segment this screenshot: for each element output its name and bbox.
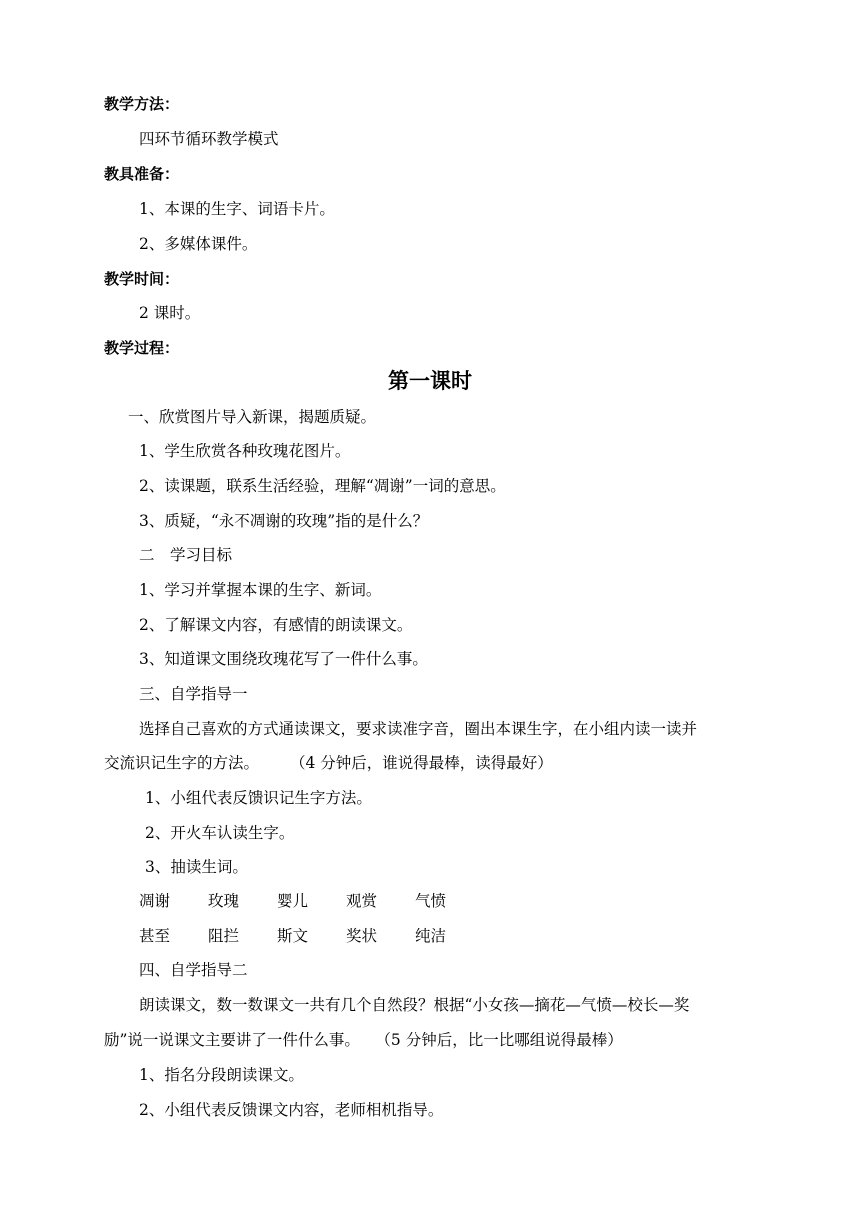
list-item: 3、知道课文围绕玫瑰花写了一件什么事。 — [139, 650, 428, 668]
paragraph-line: 交流识记生字的方法。 （4 分钟后，谁说得最棒，读得最好） — [104, 754, 553, 772]
time-text: 2 课时。 — [139, 304, 201, 322]
paragraph-line: 励”说一说课文主要讲了一件什么事。 （5 分钟后，比一比哪组说得最棒） — [104, 1031, 623, 1049]
paragraph-line: 选择自己喜欢的方式通读课文，要求读准字音，圈出本课生字，在小组内读一读并 — [139, 720, 698, 738]
tools-item: 2、多媒体课件。 — [139, 235, 258, 253]
vocab-word: 玫瑰 — [208, 892, 240, 910]
vocab-row — [139, 926, 484, 946]
vocab-row — [139, 891, 484, 911]
vocab-word: 阻拦 — [208, 927, 240, 945]
vocab-word: 气愤 — [415, 892, 447, 910]
list-item: 1、小组代表反馈识记生字方法。 — [145, 789, 372, 807]
vocab-word: 奖状 — [346, 927, 378, 945]
lesson-title: 第一课时 — [388, 369, 472, 393]
section-title: 二 学习目标 — [139, 546, 233, 564]
list-item: 1、学习并掌握本课的生字、新词。 — [139, 581, 382, 599]
method-text: 四环节循环教学模式 — [139, 130, 279, 148]
list-item: 3、质疑，“永不凋谢的玫瑰”指的是什么？ — [139, 512, 429, 530]
list-item: 2、小组代表反馈课文内容，老师相机指导。 — [139, 1101, 444, 1119]
list-item: 1、学生欣赏各种玫瑰花图片。 — [139, 442, 351, 460]
section-title: 一、欣赏图片导入新课，揭题质疑。 — [128, 408, 377, 426]
paragraph-line: 朗读课文，数一数课文一共有几个自然段？根据“小女孩—摘花—气愤—校长—奖 — [139, 996, 690, 1014]
process-heading: 教学过程： — [104, 339, 180, 357]
vocab-word: 斯文 — [277, 927, 309, 945]
list-item: 2、了解课文内容，有感情的朗读课文。 — [139, 616, 413, 634]
tools-item: 1、本课的生字、词语卡片。 — [139, 200, 335, 218]
method-heading: 教学方法： — [104, 95, 180, 113]
vocab-word: 观赏 — [346, 892, 378, 910]
vocab-word: 甚至 — [139, 927, 171, 945]
section-title: 四、自学指导二 — [139, 961, 248, 979]
list-item: 2、读课题，联系生活经验，理解“凋谢”一词的意思。 — [139, 477, 506, 495]
time-heading: 教学时间： — [104, 270, 180, 288]
list-item: 3、抽读生词。 — [145, 858, 248, 876]
list-item: 1、指名分段朗读课文。 — [139, 1066, 304, 1084]
list-item: 2、开火车认读生字。 — [145, 824, 295, 842]
vocab-word: 凋谢 — [139, 892, 171, 910]
vocab-word: 纯洁 — [415, 927, 447, 945]
section-title: 三、自学指导一 — [139, 685, 248, 703]
vocab-word: 婴儿 — [277, 892, 309, 910]
tools-heading: 教具准备： — [104, 165, 180, 183]
